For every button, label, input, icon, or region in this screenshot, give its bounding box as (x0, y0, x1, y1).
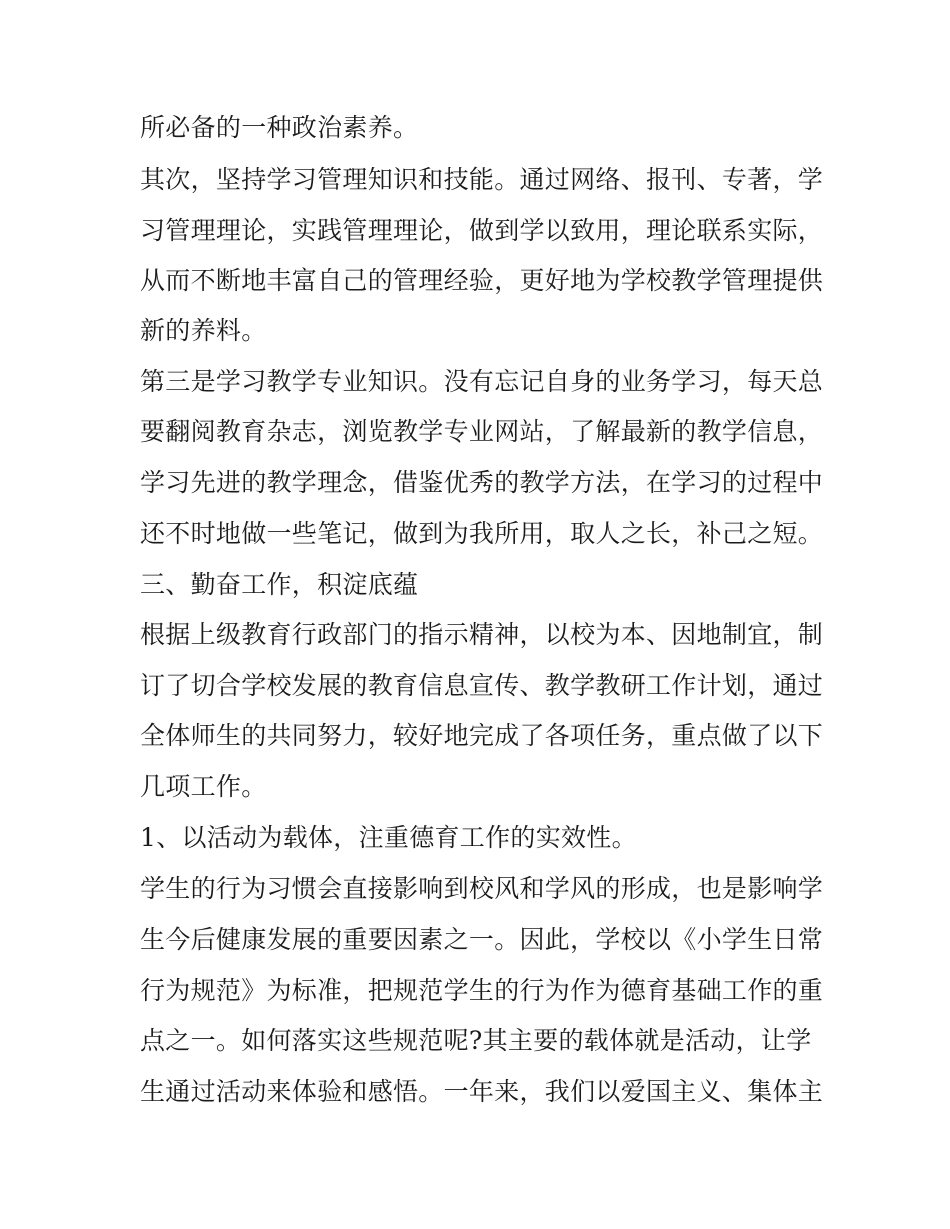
text-line: 学生的行为习惯会直接影响到校风和学风的形成，也是影响学 (140, 874, 824, 903)
text-line: 生今后健康发展的重要因素之一。因此，学校以《小学生日常 (140, 925, 824, 954)
text-line: 订了切合学校发展的教育信息宣传、教学教研工作计划，通过 (140, 671, 824, 700)
section-heading: 三、勤奋工作，积淀底蕴 (140, 570, 419, 599)
text-line: 其次，坚持学习管理知识和技能。通过网络、报刊、专著，学 (140, 165, 824, 194)
text-line: 还不时地做一些笔记，做到为我所用，取人之长，补己之短。 (140, 519, 824, 548)
text-line: 要翻阅教育杂志，浏览教学专业网站，了解最新的教学信息， (140, 417, 824, 446)
text-line: 学习先进的教学理念，借鉴优秀的教学方法，在学习的过程中 (140, 468, 824, 497)
text-line: 生通过活动来体验和感悟。一年来，我们以爱国主义、集体主 (140, 1077, 824, 1106)
text-line: 全体师生的共同努力，较好地完成了各项任务，重点做了以下 (140, 721, 824, 750)
text-line: 新的养料。 (140, 316, 267, 345)
text-line: 习管理理论，实践管理理论，做到学以致用，理论联系实际， (140, 216, 824, 245)
text-line: 根据上级教育行政部门的指示精神，以校为本、因地制宜，制 (140, 620, 824, 649)
text-line: 点之一。如何落实这些规范呢?其主要的载体就是活动，让学 (140, 1026, 812, 1055)
subsection-heading: 1、以活动为载体，注重德育工作的实效性。 (140, 823, 637, 852)
text-line: 几项工作。 (140, 772, 267, 801)
text-line: 从而不断地丰富自己的管理经验，更好地为学校教学管理提供 (140, 266, 824, 295)
text-line: 所必备的一种政治素养。 (140, 113, 419, 142)
text-line: 行为规范》为标准，把规范学生的行为作为德育基础工作的重 (140, 976, 824, 1005)
text-line: 第三是学习教学专业知识。没有忘记自身的业务学习，每天总 (140, 367, 824, 396)
